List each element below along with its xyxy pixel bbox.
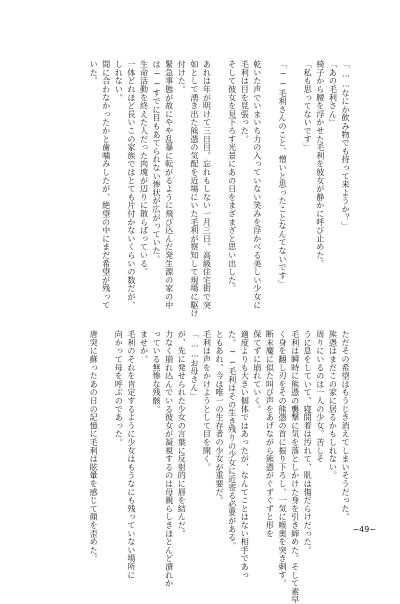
text-line: しれない。: [114, 60, 125, 102]
text-line: 生命活動を終えた人だった肉塊が辺りに散らばっている。: [139, 60, 150, 276]
text-line: [213, 60, 226, 272]
text-line: 間に合わなかったかと歯噛みしたが、絶望の中にまだ希望が残って: [101, 60, 112, 309]
body-text-lower: [88, 330, 352, 604]
text-line: 適度よりも大きい個体ではあったが、なんてことはない相手であっ: [240, 330, 251, 579]
text-line: 力なく崩れ込んでいる彼女が凝視するのは母親らしきほとんど潰れか: [164, 330, 175, 588]
text-line: 向かって母を呼ぶのであった。: [114, 330, 125, 447]
text-line: っている無惨な残骸。: [152, 330, 163, 413]
text-line: 乾いた声でいまいち力の入っていない笑みを浮かべる美しい少女に: [252, 60, 263, 309]
text-line: [264, 60, 277, 272]
text-line: [100, 330, 113, 512]
text-line: ただその希望はもうじき消えてしまいそうだった。: [341, 330, 351, 521]
text-line: 断末魔に似た叫び声をあげながら熊憑がぐずぐずと形を: [265, 330, 276, 538]
text-line: 「──毛利さんのこと、憎いと思ったことなんてないです」: [278, 60, 289, 288]
page-number: −49−: [352, 525, 376, 534]
text-line: ともあれ、今は唯一の生存者の少女が重要だ。: [215, 330, 226, 505]
text-line: た。──毛利はその生き残りの少女に近寄る必要がある。: [227, 330, 238, 550]
text-line: 毛利は声をかけようとして目を開く。: [202, 330, 213, 472]
text-line: 「……お母さん」: [189, 330, 200, 401]
text-line: 毛利のそれを肯定するように少女はもうなにも残っていない場所に: [126, 330, 137, 579]
text-line: 熊憑はまだこの家に居るかもしれない。: [328, 330, 339, 480]
text-line: 一体どれほど長いこの家族ではとても片付かないくらいの数だが、: [126, 60, 137, 309]
text-line: 付けた。: [177, 60, 188, 94]
text-line: 周りにいるのは一人の少女。苦しそ: [315, 330, 326, 463]
text-line: 「あの毛利さん」: [328, 60, 339, 127]
text-line: あれは年が明けて三日目。忘れもしない一月三日。高級住宅街で突: [202, 60, 213, 309]
text-line: うに息をしていて、寝間着は汚れて、肌は傷だらけだった。: [303, 330, 314, 555]
text-line: 椅子から腰を浮かせた毛利を彼女が静かに呼び止めた。: [315, 60, 326, 268]
text-line: 「私も思ってないです」: [303, 60, 314, 152]
text-line: 毛利は瞬時に熊憑の襲撃に気を落としかけた身を引き締めた。そして素早: [290, 330, 301, 604]
text-line: 「……なにか飲み物でも持って来ようか？」: [341, 60, 351, 230]
text-line: そして彼女を見下ろす光景にあの日をまざまざと思い出した。: [227, 60, 238, 293]
text-line: いた。: [89, 60, 100, 85]
text-line: く身を翻し刃をその熊憑の首に振り下ろし、一気に喉奥を突き刺す。: [278, 330, 289, 588]
body-text-upper: [88, 60, 352, 318]
text-line: 如として湧き出た熊憑の気配を近場にいた毛利が察知して現場に駆け: [189, 60, 200, 318]
text-line: が、先に発せられた少女の言葉に反射的に唇を結んだ。: [177, 330, 188, 538]
text-line: 毛利は目を見張った。: [240, 60, 251, 143]
text-line: ませか。: [139, 330, 150, 364]
text-line: 唐突に蘇ったあの日の記憶に毛利は眩暈を感じて顔を歪めた。: [89, 330, 100, 563]
text-line: 緊急事態が故にやや乱暴に転がるように飛び込んだ発生源の家の中: [164, 60, 175, 309]
text-line: 保てずに崩れていく。: [252, 330, 263, 413]
text-line: [289, 60, 302, 272]
text-line: は──すでに目もあてられない惨状が広がっていた。: [152, 60, 163, 263]
